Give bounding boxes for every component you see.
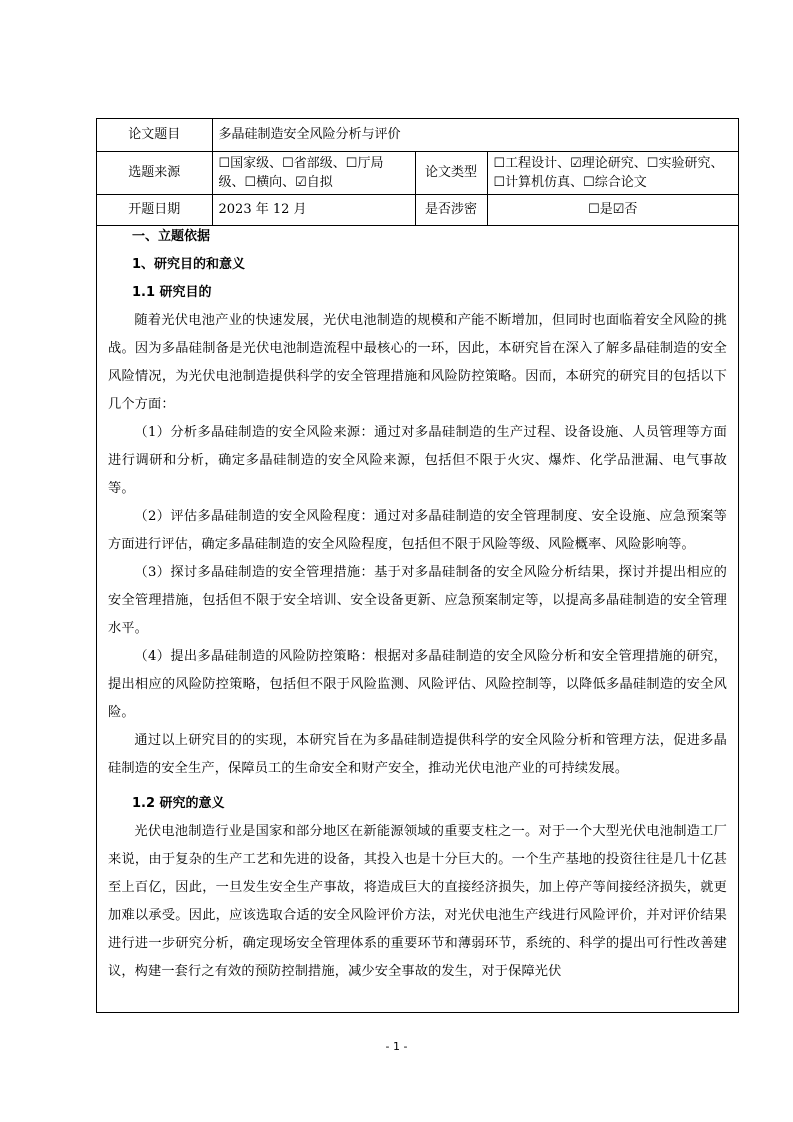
- paragraph-summary: 通过以上研究目的的实现，本研究旨在为多晶硅制造提供科学的安全风险分析和管理方法，促进多晶硅制造的安全生产，保障员工的生命安全和财产安全，推动光伏电池产业的可持续发展。: [108, 733, 727, 776]
- source-row: [97, 151, 738, 194]
- paragraph-item-4: （4）提出多晶硅制造的风险防控策略：根据对多晶硅制造的安全风险分析和安全管理措施的研究，提出相应的风险防控策略，包括但不限于风险监测、风险评估、风险控制等，以降低多晶硅制造的安全风险。: [108, 649, 727, 720]
- date-value: 2023 年 12 月: [212, 194, 415, 225]
- paragraph-significance: 光伏电池制造行业是国家和部分地区在新能源领域的重要支柱之一。对于一个大型光伏电池制造工厂来说，由于复杂的生产工艺和先进的设备，其投入也是十分巨大的。一个生产基地的投资往往是几十亿甚至上百亿，因此，一旦发生安全生产事故，将造成巨大的直接经济损失，加上停产等间接经济损失，就更加难以承受。因此，应该选取合适的安全风险评价方法，对光伏电池生产线进行风险评价，并对评价结果进行进一步研究分析，确定现场安全管理体系的重要环节和薄弱环节，系统的、科学的提出可行性改善建议，构建一套行之有效的预防控制措施，减少安全事故的发生，对于保障光伏: [108, 824, 727, 979]
- paragraph-item-1: （1）分析多晶硅制造的安全风险来源：通过对多晶硅制造的生产过程、设备设施、人员管理等方面进行调研和分析，确定多晶硅制造的安全风险来源，包括但不限于火灾、爆炸、化学品泄漏、电气事故等。: [108, 425, 727, 496]
- subsection-heading: 1、研究目的和意义: [132, 257, 246, 272]
- date-label: 开题日期: [97, 194, 212, 225]
- paragraph-item-3: （3）探讨多晶硅制造的安全管理措施：基于对多晶硅制备的安全风险分析结果，探讨并提出相应的安全管理措施，包括但不限于安全培训、安全设备更新、应急预案制定等，以提高多晶硅制造的安全管理水平。: [108, 565, 727, 636]
- type-value: ☐工程设计、☑理论研究、☐实验研究、☐计算机仿真、☐综合论文: [487, 151, 738, 194]
- paragraph-intro: 随着光伏电池产业的快速发展，光伏电池制造的规模和产能不断增加，但同时也面临着安全风险的挑战。因为多晶硅制备是光伏电池制造流程中最核心的一环，因此，本研究旨在深入了解多晶硅制造的安全风险情况，为光伏电池制造提供科学的安全管理措施和风险防控策略。因而，本研究的研究目的包括以下几个方面：: [108, 313, 727, 412]
- paragraph-item-2: （2）评估多晶硅制造的安全风险程度：通过对多晶硅制造的安全管理制度、安全设施、应急预案等方面进行评估，确定多晶硅制造的安全风险程度，包括但不限于风险等级、风险概率、风险影响等。: [108, 509, 727, 552]
- page-number: - 1 -: [385, 1040, 408, 1053]
- proposal-form: [96, 118, 739, 1013]
- title-label: 论文题目: [97, 119, 212, 151]
- header-table: [97, 119, 738, 226]
- type-label: 论文类型: [415, 151, 487, 194]
- section-heading: 一、立题依据: [132, 229, 211, 244]
- title-value: 多晶硅制造安全风险分析与评价: [212, 119, 738, 151]
- source-value: ☐国家级、☐省部级、☐厅局级、☐横向、☑自拟: [212, 151, 415, 194]
- secret-label: 是否涉密: [415, 194, 487, 225]
- source-label: 选题来源: [97, 151, 212, 194]
- proposal-body: [97, 223, 738, 986]
- significance-heading: 1.2 研究的意义: [132, 796, 225, 811]
- secret-value: ☐是☑否: [487, 194, 738, 225]
- purpose-heading: 1.1 研究目的: [132, 285, 212, 300]
- title-row: [97, 119, 738, 151]
- date-row: [97, 194, 738, 225]
